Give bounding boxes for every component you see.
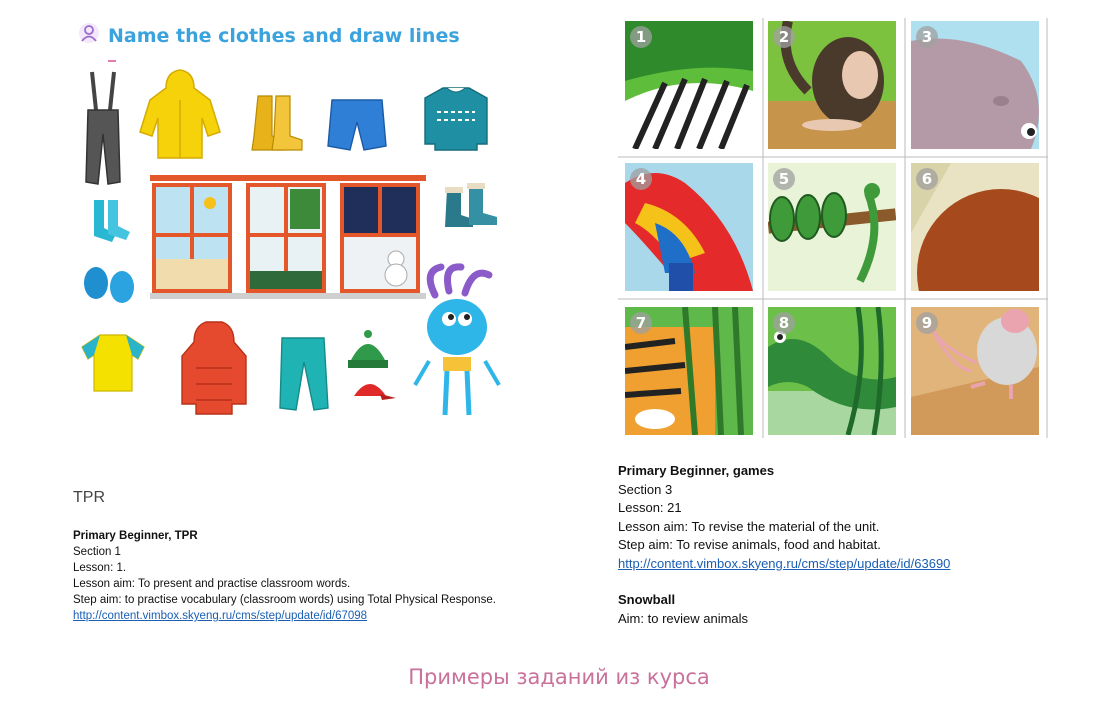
cell-number: 6 [916,168,938,190]
clothes-illustration [70,60,520,440]
cell-number: 9 [916,312,938,334]
grid-cell-snake[interactable] [768,163,896,291]
game-aim: Aim: to review animals [618,610,749,626]
snow-boots [445,183,497,227]
red-cap [354,384,396,400]
grid-cell-tiger[interactable] [625,307,753,435]
cell-number: 4 [630,168,652,190]
left-step-aim: Step aim: to practise vocabulary (classroom words) using Total Physical Response. [73,594,496,606]
grid-cell-parrot[interactable] [625,163,753,291]
grid-cell-monkey[interactable] [768,21,896,149]
right-lesson: Lesson: 21 [618,500,682,515]
right-lesson-info [618,462,950,628]
right-lesson-aim: Lesson aim: To revise the material of the unit. [618,518,880,534]
page-caption: Примеры заданий из курса [408,665,710,689]
track-pants [280,338,328,410]
cell-number: 3 [916,26,938,48]
ski-trousers [86,72,120,184]
knit-hat [348,330,388,368]
animal-grid [618,18,1048,438]
sweater [425,88,487,150]
cell-number: 8 [773,312,795,334]
grid-cell-hippo[interactable] [911,21,1039,149]
raincoat [140,70,220,158]
right-section: Section 3 [618,481,673,497]
right-step-link[interactable]: http://content.vimbox.skyeng.ru/cms/step/update/id/63690 [618,555,951,571]
cell-number: 1 [630,26,652,48]
window-scene [150,175,426,299]
right-course-title: Primary Beginner, games [618,463,775,478]
cell-number: 2 [773,26,795,48]
grid-cell-zebra[interactable] [625,21,753,149]
left-course-title: Primary Beginner, TPR [73,530,198,542]
rubber-boots [252,96,302,150]
grid-cell-mouse[interactable] [911,307,1039,435]
worksheet-header [78,22,460,49]
cell-number: 5 [773,168,795,190]
puffer-jacket [182,322,246,414]
shorts [328,100,386,150]
right-step-aim: Step aim: To revise animals, food and habitat. [618,537,881,552]
cartoon-character [415,267,499,415]
person-icon [78,22,100,49]
title-underline [108,60,116,62]
left-step-link[interactable]: http://content.vimbox.skyeng.ru/cms/step/update/id/67098 [73,610,368,622]
socks [94,200,130,242]
grid-cell-bear[interactable] [911,163,1039,291]
game-title: Snowball [618,592,676,607]
left-section: Section 1 [73,546,121,558]
tpr-heading: TPR [73,489,105,506]
left-lesson-info [73,528,496,624]
left-lesson: Lesson: 1. [73,562,127,574]
grid-cell-crocodile[interactable] [768,307,896,435]
t-shirt [82,335,144,391]
left-lesson-aim: Lesson aim: To present and practise classroom words. [73,578,351,590]
cell-number: 7 [630,312,652,334]
mittens [84,267,134,303]
worksheet-title: Name the clothes and draw lines [108,24,460,47]
